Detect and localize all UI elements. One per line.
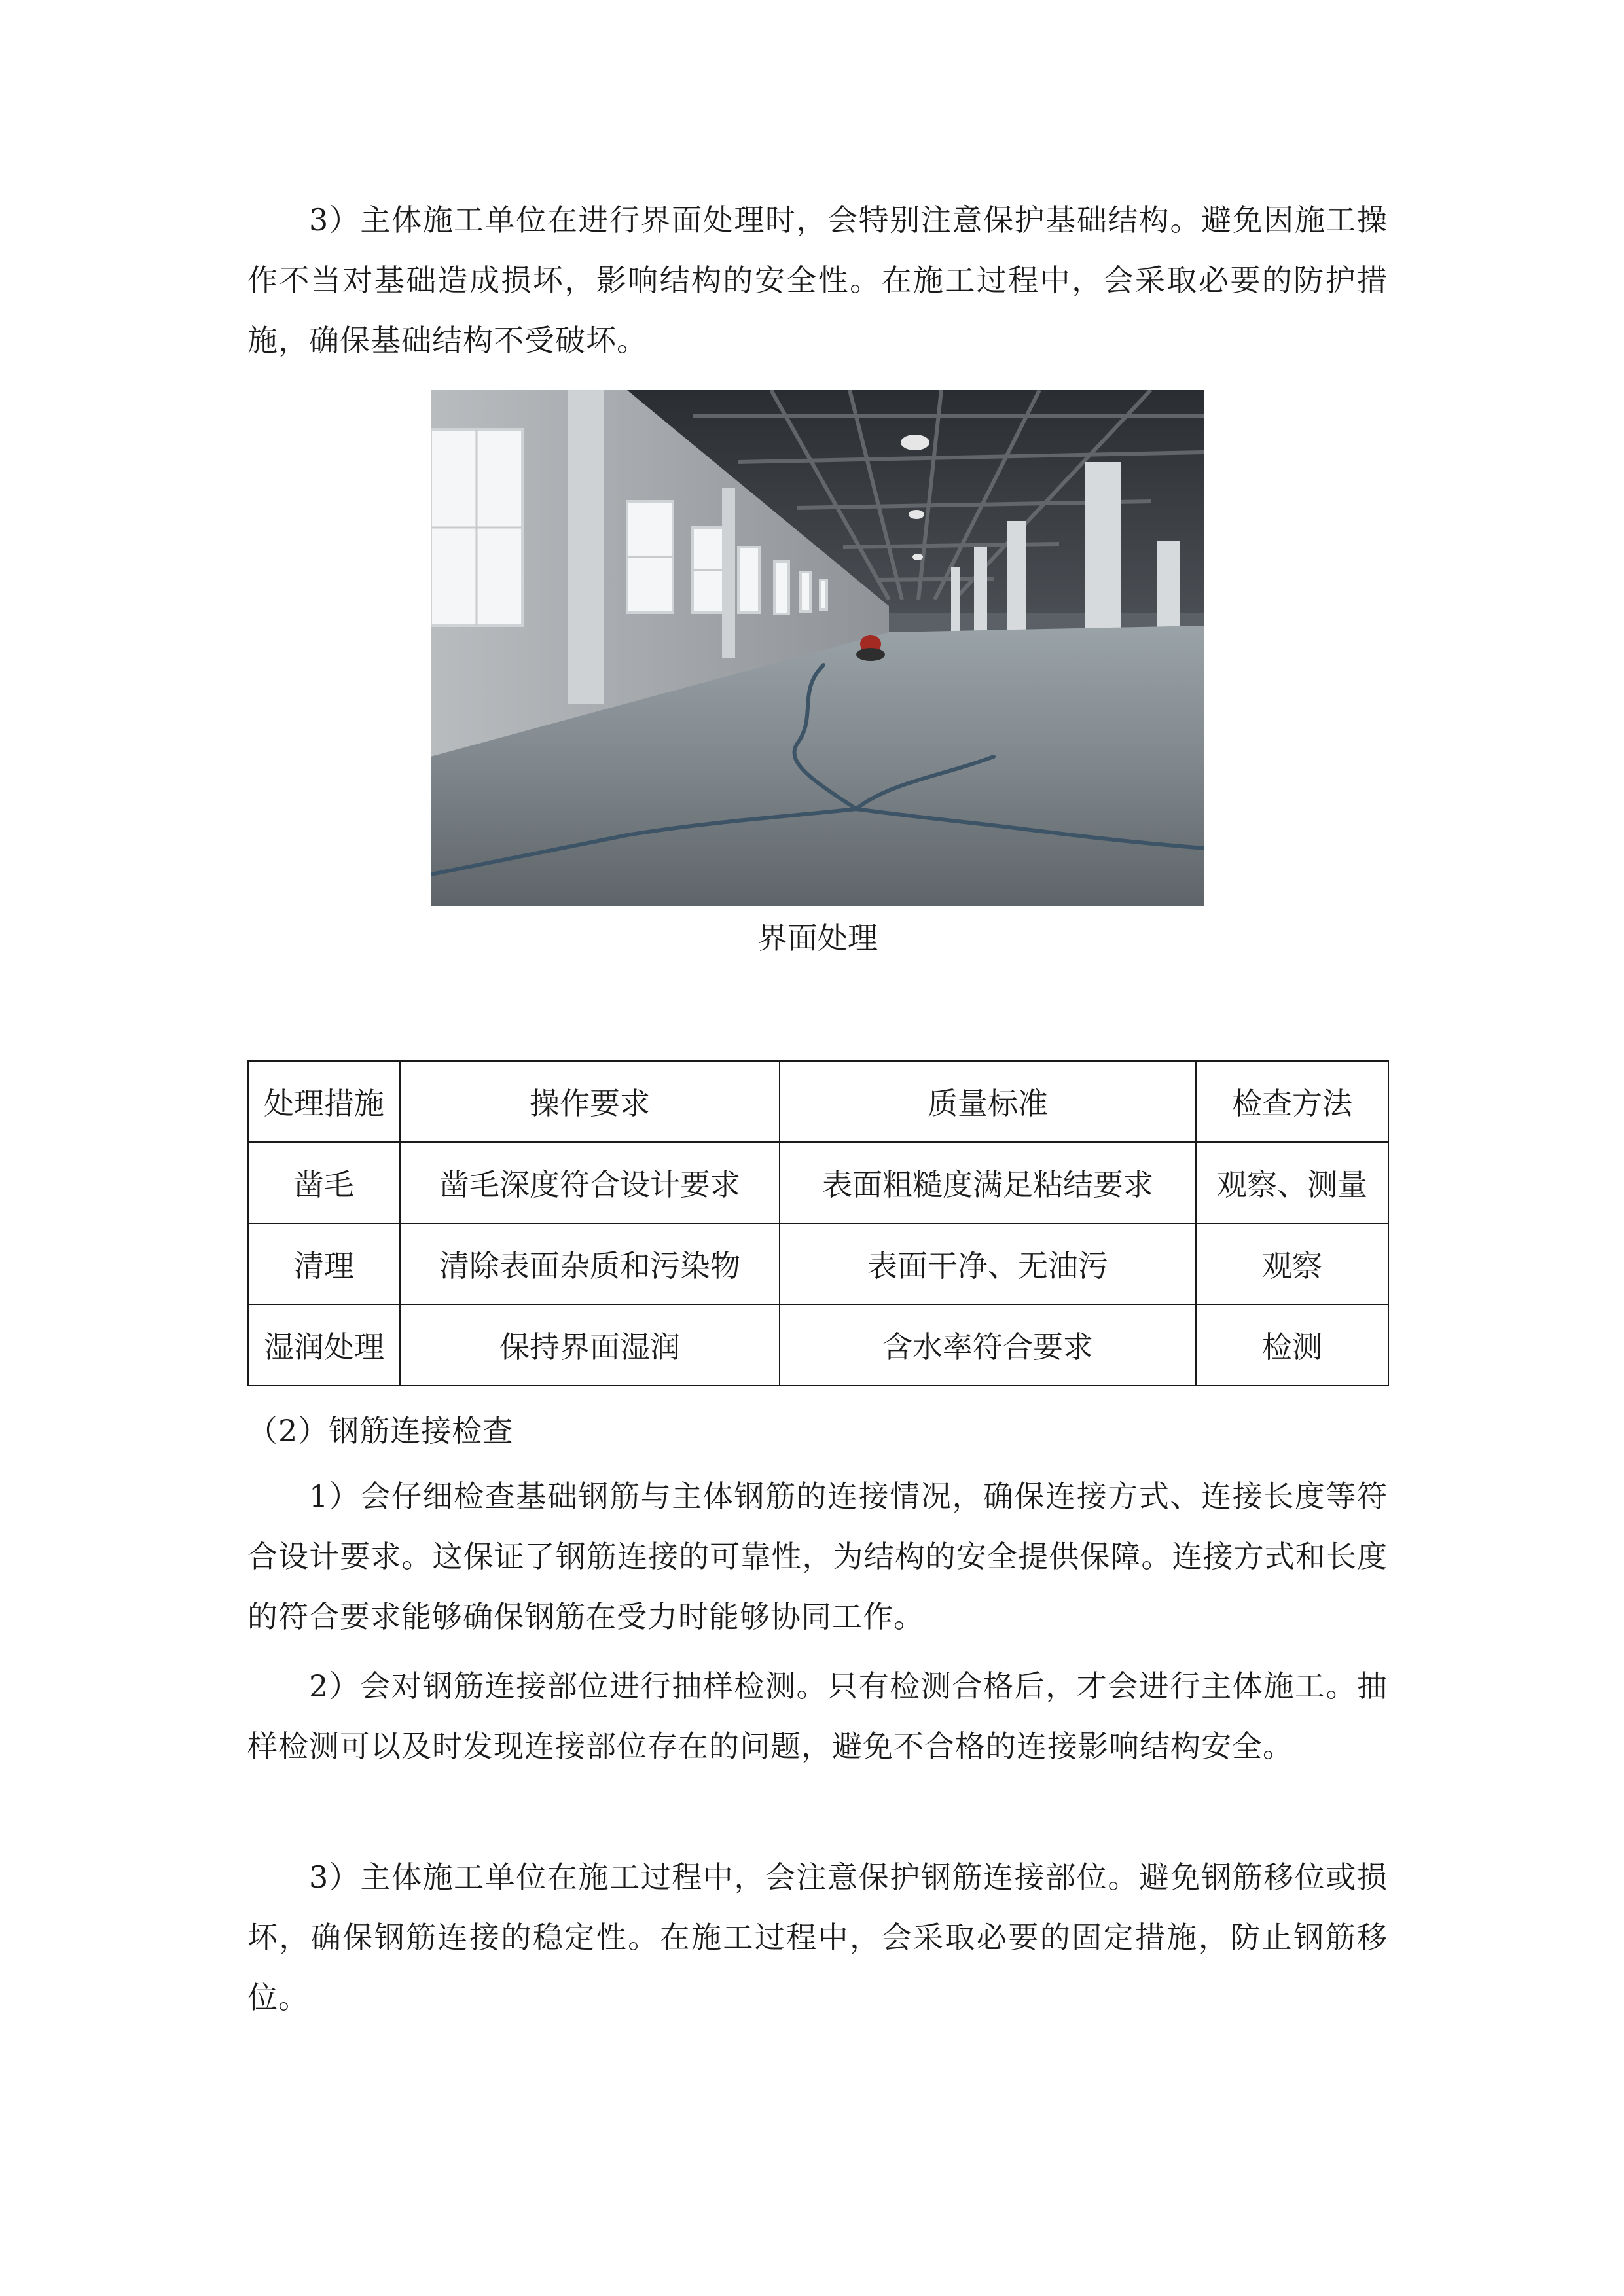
table-header-cell: 操作要求 — [400, 1061, 780, 1142]
table-header-cell: 处理措施 — [248, 1061, 400, 1142]
paragraph-rebar-connection-check: 1）会仔细检查基础钢筋与主体钢筋的连接情况，确保连接方式、连接长度等符合设计要求。这保证了钢筋连接的可靠性，为结构的安全提供保障。连接方式和长度的符合要求能够确保钢筋在受力时能够协同工作。 — [247, 1479, 1388, 1634]
paragraph-rebar-protection: 3）主体施工单位在施工过程中，会注意保护钢筋连接部位。避免钢筋移位或损坏，确保钢筋连接的稳定性。在施工过程中，会采取必要的固定措施，防止钢筋移位。 — [247, 1859, 1388, 2015]
table-cell: 表面干净、无油污 — [780, 1223, 1196, 1304]
paragraph-sampling-test: 2）会对钢筋连接部位进行抽样检测。只有检测合格后，才会进行主体施工。抽样检测可以及时发现连接部位存在的问题，避免不合格的连接影响结构安全。 — [247, 1668, 1388, 1764]
document-page — [247, 0, 1388, 2296]
table-cell: 观察 — [1196, 1223, 1388, 1304]
table-cell: 表面粗糙度满足粘结要求 — [780, 1142, 1196, 1223]
table-cell: 清理 — [248, 1223, 400, 1304]
warehouse-floor-image — [431, 390, 1204, 906]
table-header-row — [248, 1061, 1388, 1142]
table-header-cell: 质量标准 — [780, 1061, 1196, 1142]
table-cell: 观察、测量 — [1196, 1142, 1388, 1223]
table-cell: 检测 — [1196, 1304, 1388, 1386]
table-cell: 含水率符合要求 — [780, 1304, 1196, 1386]
interface-treatment-table — [247, 1060, 1389, 1386]
interface-treatment-photo — [431, 390, 1204, 906]
table-header-cell: 检查方法 — [1196, 1061, 1388, 1142]
table-cell: 保持界面湿润 — [400, 1304, 780, 1386]
table-cell: 清除表面杂质和污染物 — [400, 1223, 780, 1304]
table-row — [248, 1304, 1388, 1386]
paragraph-foundation-protection: 3）主体施工单位在进行界面处理时，会特别注意保护基础结构。避免因施工操作不当对基础造成损坏，影响结构的安全性。在施工过程中，会采取必要的防护措施，确保基础结构不受破坏。 — [247, 202, 1388, 358]
table-row — [248, 1142, 1388, 1223]
table-cell: 凿毛 — [248, 1142, 400, 1223]
figure-caption: 界面处理 — [757, 920, 878, 956]
table-row — [248, 1223, 1388, 1304]
table-cell: 湿润处理 — [248, 1304, 400, 1386]
table-cell: 凿毛深度符合设计要求 — [400, 1142, 780, 1223]
section-heading: （2）钢筋连接检查 — [247, 1413, 514, 1448]
